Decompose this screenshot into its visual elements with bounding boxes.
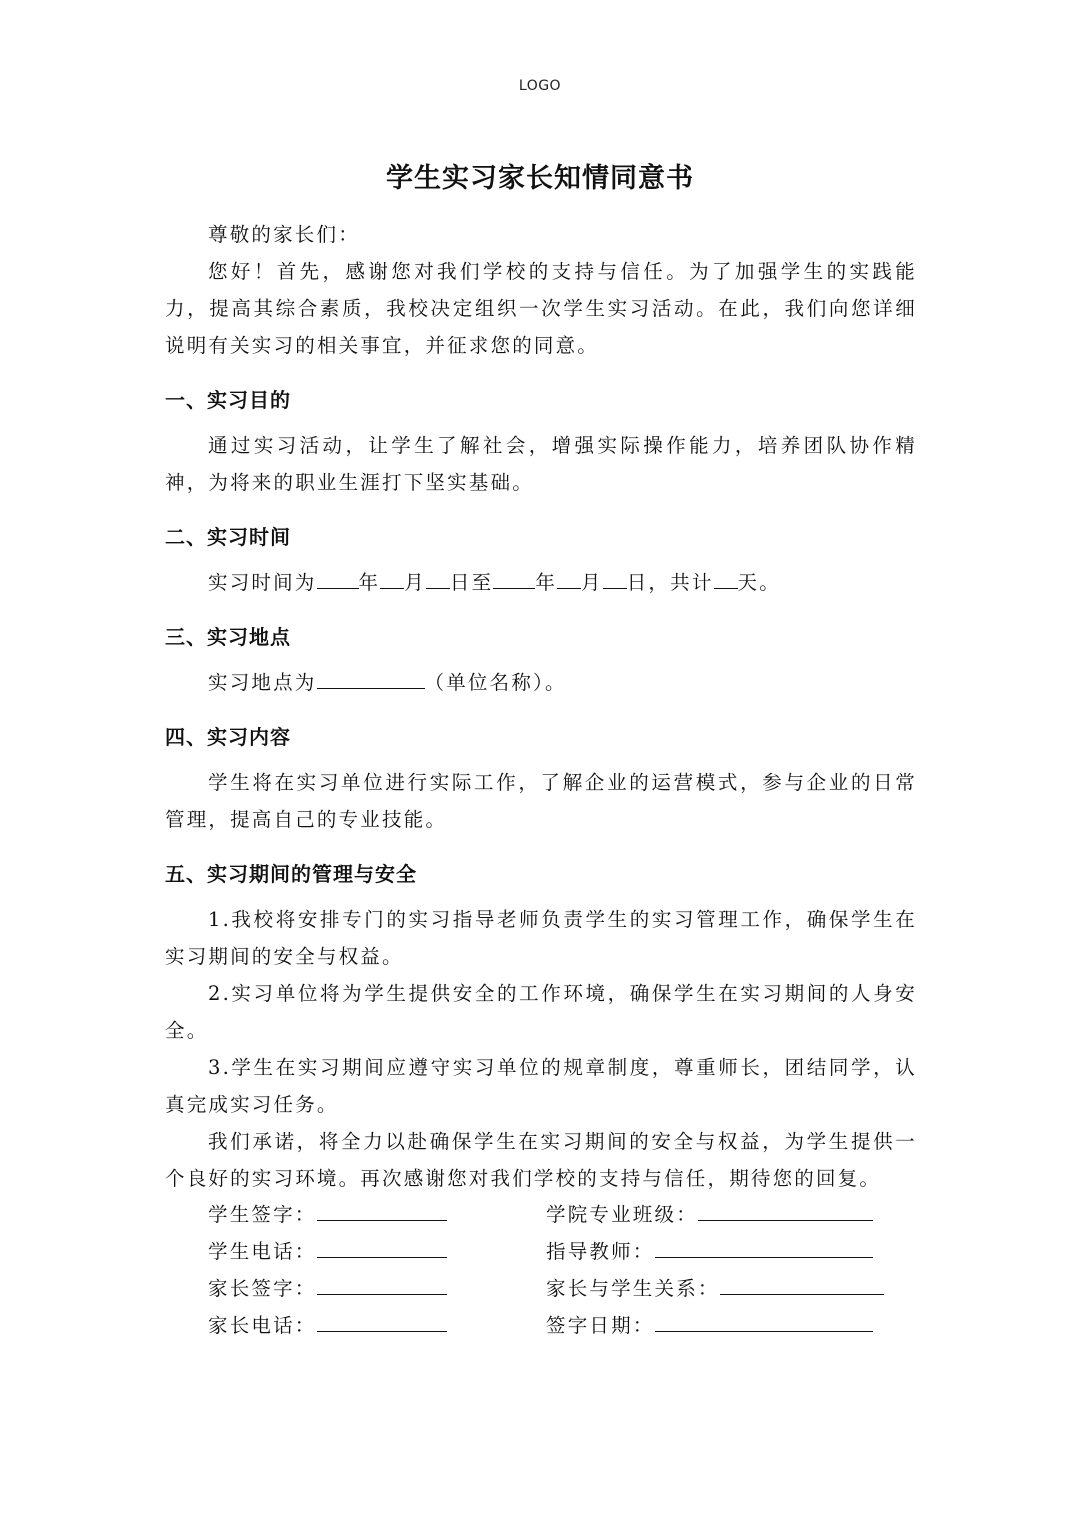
start-year-blank[interactable] bbox=[317, 566, 359, 589]
management-item: 3.学生在实习期间应遵守实习单位的规章制度，尊重师长，团结同学，认真完成实习任务。 bbox=[165, 1056, 917, 1116]
logo-placeholder: LOGO bbox=[518, 78, 562, 94]
time-day-to-label: 日至 bbox=[449, 571, 494, 594]
time-suffix: 天。 bbox=[737, 571, 781, 594]
signature-row bbox=[208, 1270, 908, 1307]
section-heading-content: 四、实习内容 bbox=[165, 725, 291, 749]
student-phone-label: 学生电话： bbox=[208, 1240, 317, 1263]
parent-sign-line[interactable] bbox=[317, 1270, 447, 1295]
class-label: 学院专业班级： bbox=[546, 1203, 698, 1226]
document-title: 学生实习家长知情同意书 bbox=[386, 163, 694, 194]
place-suffix: （单位名称）。 bbox=[424, 671, 567, 694]
class-line[interactable] bbox=[698, 1196, 873, 1221]
student-phone-field bbox=[208, 1233, 447, 1270]
content-paragraph: 学生将在实习单位进行实际工作，了解企业的运营模式，参与企业的日常管理，提高自己的专业技能。 bbox=[165, 771, 917, 831]
parent-phone-label: 家长电话： bbox=[208, 1314, 317, 1337]
sign-date-line[interactable] bbox=[655, 1307, 873, 1332]
sign-date-field bbox=[546, 1307, 873, 1344]
section-heading-time: 二、实习时间 bbox=[165, 525, 291, 549]
intro-paragraph: 您好！首先，感谢您对我们学校的支持与信任。为了加强学生的实践能力，提高其综合素质，我校决定组织一次学生实习活动。在此，我们向您详细说明有关实习的相关事宜，并征求您的同意。 bbox=[165, 260, 917, 357]
teacher-line[interactable] bbox=[655, 1233, 873, 1258]
relation-label: 家长与学生关系： bbox=[546, 1277, 720, 1300]
signature-block bbox=[208, 1196, 908, 1344]
section-heading-purpose: 一、实习目的 bbox=[165, 388, 291, 412]
sign-date-label: 签字日期： bbox=[546, 1314, 655, 1337]
time-prefix: 实习时间为 bbox=[208, 571, 317, 594]
management-item: 1.我校将安排专门的实习指导老师负责学生的实习管理工作，确保学生在实习期间的安全与权益。 bbox=[165, 908, 917, 968]
section-heading-place: 三、实习地点 bbox=[165, 625, 291, 649]
student-sign-field bbox=[208, 1196, 447, 1233]
place-paragraph bbox=[165, 664, 917, 701]
greeting: 尊敬的家长们： bbox=[208, 223, 360, 246]
parent-sign-field bbox=[208, 1270, 447, 1307]
end-year-blank[interactable] bbox=[493, 566, 535, 589]
parent-sign-label: 家长签字： bbox=[208, 1277, 317, 1300]
student-phone-line[interactable] bbox=[317, 1233, 447, 1258]
parent-phone-field bbox=[208, 1307, 447, 1344]
total-days-blank[interactable] bbox=[714, 566, 738, 589]
relation-field bbox=[546, 1270, 884, 1307]
management-item: 2.实习单位将为学生提供安全的工作环境，确保学生在实习期间的人身安全。 bbox=[165, 982, 917, 1042]
signature-row bbox=[208, 1233, 908, 1270]
class-field bbox=[546, 1196, 873, 1233]
closing-paragraph: 我们承诺，将全力以赴确保学生在实习期间的安全与权益，为学生提供一个良好的实习环境。再次感谢您对我们学校的支持与信任，期待您的回复。 bbox=[165, 1130, 917, 1190]
start-month-blank[interactable] bbox=[380, 566, 404, 589]
time-paragraph bbox=[165, 564, 917, 601]
section-heading-management: 五、实习期间的管理与安全 bbox=[165, 862, 417, 886]
end-month-blank[interactable] bbox=[557, 566, 581, 589]
place-prefix: 实习地点为 bbox=[208, 671, 317, 694]
student-sign-line[interactable] bbox=[317, 1196, 447, 1221]
time-month-label: 月 bbox=[404, 571, 426, 594]
student-sign-label: 学生签字： bbox=[208, 1203, 317, 1226]
end-day-blank[interactable] bbox=[603, 566, 627, 589]
time-total-label: 日，共计 bbox=[626, 571, 714, 594]
teacher-label: 指导教师： bbox=[546, 1240, 655, 1263]
place-blank[interactable] bbox=[317, 666, 425, 689]
time-year2-label: 年 bbox=[535, 571, 558, 594]
parent-phone-line[interactable] bbox=[317, 1307, 447, 1332]
teacher-field bbox=[546, 1233, 873, 1270]
signature-row bbox=[208, 1307, 908, 1344]
purpose-paragraph: 通过实习活动，让学生了解社会，增强实际操作能力，培养团队协作精神，为将来的职业生涯打下坚实基础。 bbox=[165, 434, 917, 494]
document-body bbox=[165, 216, 917, 1197]
start-day-blank[interactable] bbox=[426, 566, 450, 589]
time-month2-label: 月 bbox=[581, 571, 603, 594]
relation-line[interactable] bbox=[720, 1270, 884, 1295]
time-year-label: 年 bbox=[358, 571, 381, 594]
signature-row bbox=[208, 1196, 908, 1233]
